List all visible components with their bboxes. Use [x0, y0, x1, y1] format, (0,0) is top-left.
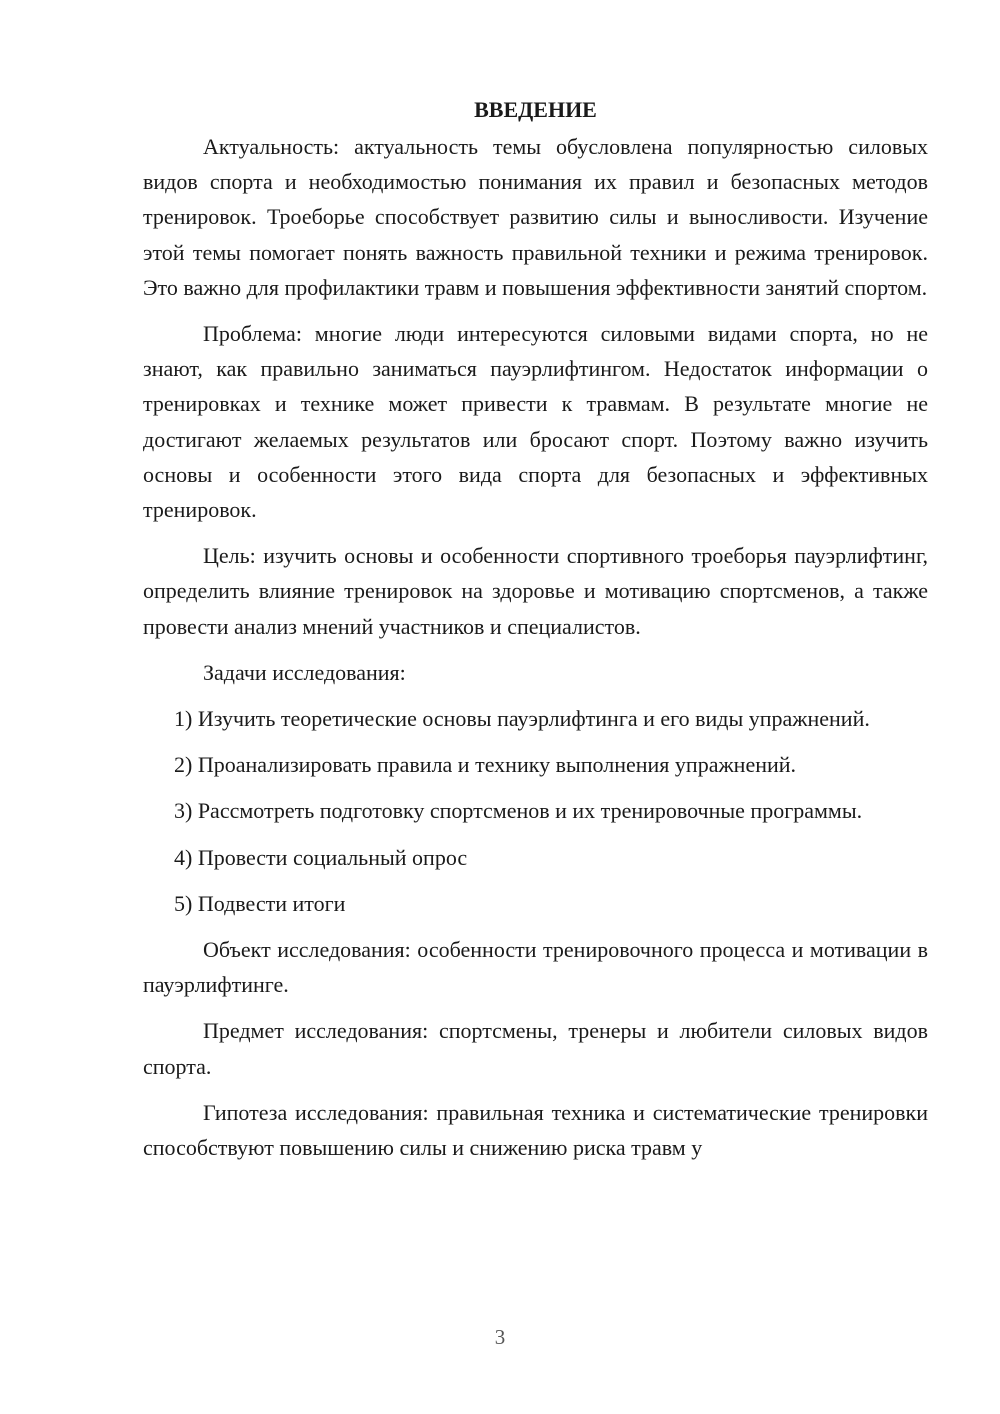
document-page — [143, 92, 928, 1176]
paragraph-goal: Цель: изучить основы и особенности спортивного троеборья пауэрлифтинг, определить влияние тренировок на здоровье и мотивацию спортсменов, а также провести анализ мнений участников и специалистов. — [143, 543, 928, 639]
paragraph-subject: Предмет исследования: спортсмены, тренеры и любители силовых видов спорта. — [143, 1018, 928, 1079]
paragraph-relevance: Актуальность: актуальность темы обусловлена популярностью силовых видов спорта и необходимостью понимания их правил и безопасных методов тренировок. Троеборье способствует развитию силы и выносливости. Изучение этой темы помогает понять важность правильной техники и режима тренировок. Это важно для профилактики травм и повышения эффективности занятий спортом. — [143, 134, 928, 300]
page-number: 3 — [494, 1325, 506, 1349]
paragraph-problem: Проблема: многие люди интересуются силовыми видами спорта, но не знают, как правильно заниматься пауэрлифтингом. Недостаток информации о тренировках и технике может привести к травмам. В результате многие не достигают желаемых результатов или бросают спорт. Поэтому важно изучить основы и особенности этого вида спорта для безопасных и эффективных тренировок. — [143, 321, 928, 523]
paragraph-tasks-heading: Задачи исследования: — [203, 659, 406, 685]
task-item-1: 1) Изучить теоретические основы пауэрлифтинга и его виды упражнений. — [174, 706, 870, 732]
section-title: ВВЕДЕНИЕ — [474, 97, 597, 122]
task-item-2: 2) Проанализировать правила и технику выполнения упражнений. — [174, 752, 797, 778]
paragraph-object: Объект исследования: особенности тренировочного процесса и мотивации в пауэрлифтинге. — [143, 937, 928, 998]
task-item-3: 3) Рассмотреть подготовку спортсменов и их тренировочные программы. — [174, 798, 863, 824]
task-item-5: 5) Подвести итоги — [174, 890, 346, 916]
task-item-4: 4) Провести социальный опрос — [174, 844, 468, 870]
paragraph-hypothesis: Гипотеза исследования: правильная техника и систематические тренировки способствуют повышению силы и снижению риска травм у — [143, 1099, 928, 1161]
